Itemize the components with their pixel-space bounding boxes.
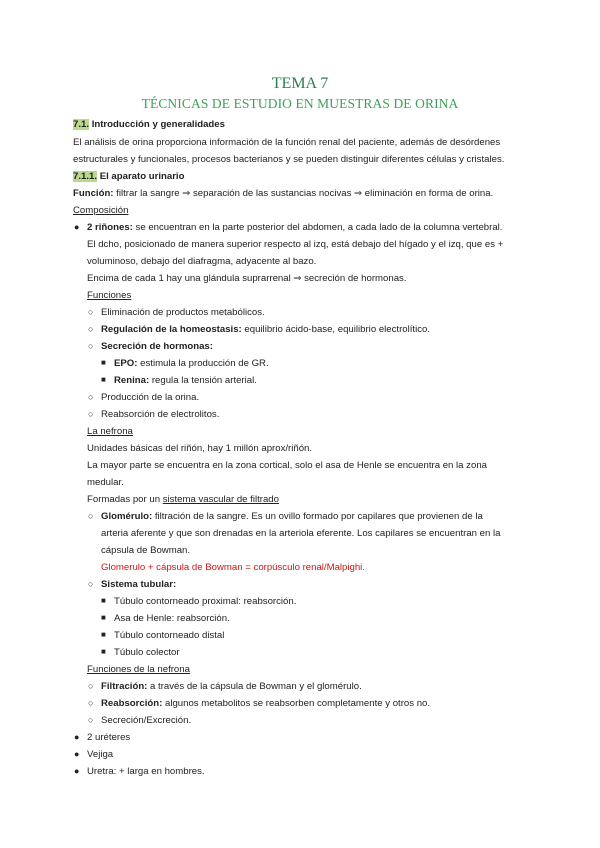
- item-label: Renina:: [114, 375, 150, 386]
- bullet-disc: ●: [74, 749, 80, 759]
- line-prefix: Formadas por un: [87, 494, 161, 505]
- list-item: Asa de Henle: reabsorción.: [114, 613, 230, 624]
- item-label: Regulación de la homeostasis:: [101, 324, 242, 335]
- funciones-heading: Funciones: [87, 290, 132, 301]
- paragraph-line: arteria aferente y que son drenadas en la arteriola eferente. Los capilares se encuentran en la: [101, 528, 501, 539]
- bullet-square: ■: [101, 375, 106, 384]
- rinones-line: [87, 221, 502, 234]
- bullet-square: ■: [101, 596, 106, 605]
- list-item: Túbulo colector: [114, 647, 180, 658]
- section-number: 7.1.1.: [73, 171, 98, 182]
- section-title: El aparato urinario: [99, 171, 185, 182]
- composicion-heading: Composición: [73, 205, 129, 216]
- bullet-square: ■: [101, 613, 106, 622]
- list-item: [101, 680, 362, 693]
- paragraph-line: cápsula de Bowman.: [101, 545, 191, 556]
- list-item: Uretra: + larga en hombres.: [87, 766, 205, 777]
- funcion-label: Función:: [73, 188, 114, 199]
- item-text: algunos metabolitos se reabsorben completamente y otros no.: [164, 698, 431, 709]
- list-item: Secreción/Excreción.: [101, 715, 192, 726]
- paragraph-line: El análisis de orina proporciona información de la función renal del paciente, además de desórdenes: [73, 137, 501, 148]
- nefrona-heading: La nefrona: [87, 426, 133, 437]
- paragraph-line: La mayor parte se encuentra en la zona cortical, solo el asa de Henle se encuentra en la zona: [87, 460, 487, 471]
- funcion-line: [73, 187, 493, 200]
- page-subtitle: TÉCNICAS DE ESTUDIO EN MUESTRAS DE ORINA: [141, 96, 459, 111]
- item-text: a través de la cápsula de Bowman y el glomérulo.: [150, 681, 362, 692]
- list-item: 2 uréteres: [87, 732, 131, 743]
- list-item: [101, 323, 430, 336]
- funciones-nefrona-heading: Funciones de la nefrona: [87, 664, 190, 675]
- underlined-term: sistema vascular de filtrado: [162, 494, 279, 505]
- list-item: Vejiga: [87, 749, 114, 760]
- list-item: Producción de la orina.: [101, 392, 200, 403]
- paragraph-line: El dcho, posicionado de manera superior respecto al izq, está debajo del hígado y el izq, que es +: [87, 239, 504, 250]
- paragraph-line: [87, 493, 279, 506]
- section-number: 7.1.: [73, 119, 90, 130]
- list-item: [114, 374, 257, 387]
- item-label: Glomérulo:: [101, 511, 153, 522]
- section-7-1-heading: [73, 118, 225, 131]
- paragraph-line: medular.: [87, 477, 124, 488]
- bullet-circle: ○: [88, 511, 94, 521]
- list-item: Sistema tubular:: [101, 579, 177, 590]
- list-item: Secreción de hormonas:: [101, 341, 213, 352]
- paragraph-line: Unidades básicas del riñón, hay 1 millón aprox/riñón.: [87, 443, 313, 454]
- bullet-disc: ●: [74, 732, 80, 742]
- section-7-1-1-heading: [73, 170, 184, 183]
- item-label: Filtración:: [101, 681, 148, 692]
- section-title: Introducción y generalidades: [91, 119, 225, 130]
- paragraph-line: Encima de cada 1 hay una glándula suprarrenal ⇒ secreción de hormonas.: [87, 273, 407, 284]
- paragraph-line: estructurales y funcionales, procesos bacterianos y se pueden distinguir diferentes células y cristales.: [73, 154, 505, 165]
- page-title: TEMA 7: [271, 75, 329, 92]
- bullet-circle: ○: [88, 392, 94, 402]
- bullet-disc: ●: [74, 222, 80, 232]
- bullet-circle: ○: [88, 579, 94, 589]
- bullet-circle: ○: [88, 341, 94, 351]
- rinones-label: 2 riñones:: [87, 222, 133, 233]
- list-item: [101, 697, 430, 710]
- funcion-text: filtrar la sangre ⇒ separación de las sustancias nocivas ⇒ eliminación en forma de orina.: [116, 188, 494, 199]
- list-item: Eliminación de productos metabólicos.: [101, 307, 265, 318]
- bullet-circle: ○: [88, 681, 94, 691]
- bullet-disc: ●: [74, 766, 80, 776]
- bullet-circle: ○: [88, 715, 94, 725]
- item-label: Reabsorción:: [101, 698, 163, 709]
- list-item: [101, 510, 483, 523]
- list-item: Reabsorción de electrolitos.: [101, 409, 220, 420]
- item-label: EPO:: [114, 358, 138, 369]
- rinones-text: se encuentran en la parte posterior del abdomen, a cada lado de la columna vertebral.: [135, 222, 503, 233]
- bullet-circle: ○: [88, 307, 94, 317]
- list-item: Túbulo contorneado distal: [114, 630, 225, 641]
- bullet-circle: ○: [88, 409, 94, 419]
- bullet-circle: ○: [88, 324, 94, 334]
- bullet-square: ■: [101, 358, 106, 367]
- item-text: regula la tensión arterial.: [151, 375, 257, 386]
- bullet-square: ■: [101, 630, 106, 639]
- list-item: [114, 357, 269, 370]
- paragraph-line: voluminoso, debajo del diafragma, adyacente al bazo.: [87, 256, 317, 267]
- item-text: estimula la producción de GR.: [140, 358, 269, 369]
- item-text: filtración de la sangre. Es un ovillo formado por capilares que provienen de la: [154, 511, 483, 522]
- bullet-square: ■: [101, 647, 106, 656]
- red-note: Glomerulo + cápsula de Bowman = corpúsculo renal/Malpighi.: [101, 562, 365, 573]
- list-item: Túbulo contorneado proximal: reabsorción.: [114, 596, 297, 607]
- item-text: equilibrio ácido-base, equilibrio electrolítico.: [244, 324, 431, 335]
- bullet-circle: ○: [88, 698, 94, 708]
